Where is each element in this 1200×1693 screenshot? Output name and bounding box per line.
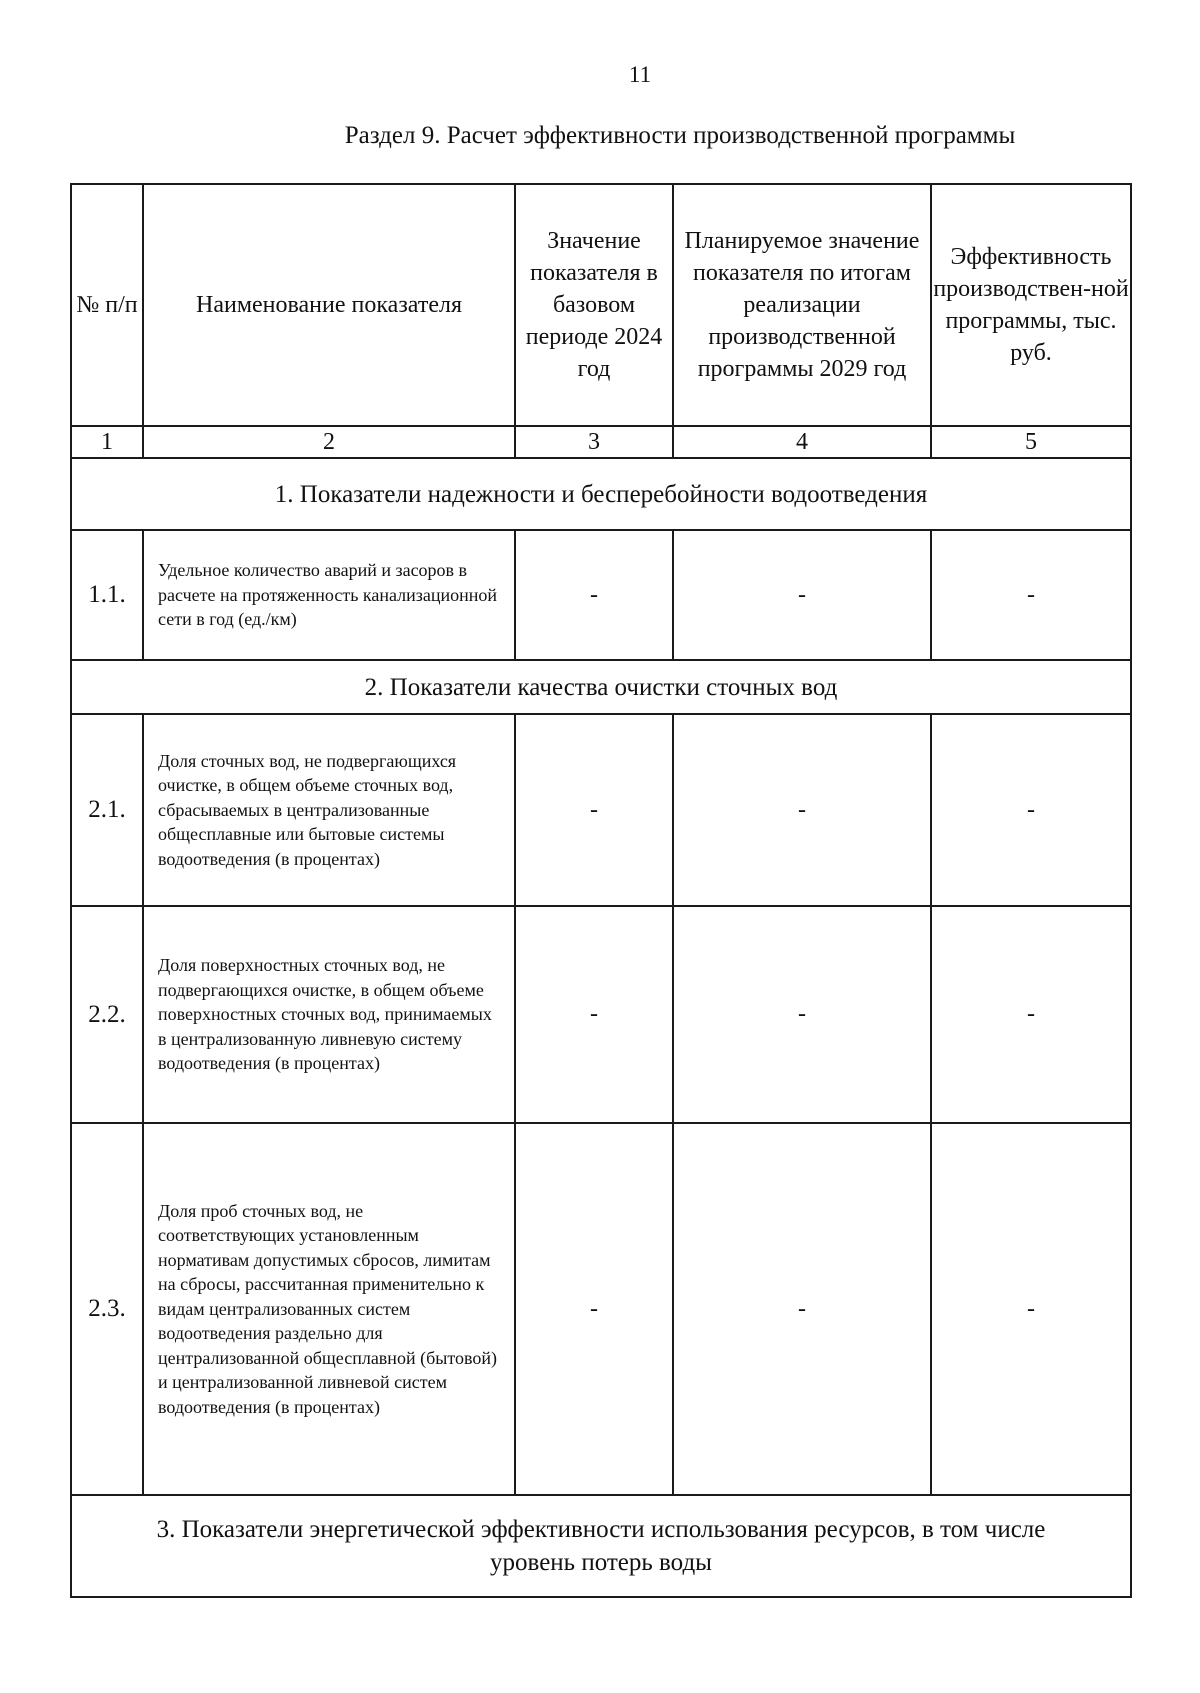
table-row <box>71 530 1131 660</box>
row-number: 2.3. <box>71 1123 143 1495</box>
base-value: - <box>515 714 673 906</box>
page-number: 11 <box>628 62 652 87</box>
efficiency-value: - <box>931 906 1131 1123</box>
efficiency-value: - <box>931 1123 1131 1495</box>
column-number-row <box>71 426 1131 458</box>
section-title: Раздел 9. Расчет эффективности производственной программы <box>344 122 1016 149</box>
table-row <box>71 714 1131 906</box>
section-title-treatment-quality: 2. Показатели качества очистки сточных вод <box>71 660 1131 714</box>
indicator-name: Доля поверхностных сточных вод, не подвергающихся очистке, в общем объеме поверхностных сточных вод, принимаемых в централизованную ливневую систему водоотведения (в процентах) <box>143 906 515 1123</box>
header-indicator-name: Наименование показателя <box>143 184 515 426</box>
section-row <box>71 1495 1131 1597</box>
table-row <box>71 1123 1131 1495</box>
efficiency-value: - <box>931 530 1131 660</box>
column-number: 2 <box>143 426 515 458</box>
section-title-energy-efficiency: 3. Показатели энергетической эффективности использования ресурсов, в том числе уровень потерь воды <box>71 1495 1131 1597</box>
row-number: 1.1. <box>71 530 143 660</box>
efficiency-table <box>70 183 1132 1598</box>
base-value: - <box>515 1123 673 1495</box>
header-base-value: Значение показателя в базовом периоде 2024 год <box>515 184 673 426</box>
base-value: - <box>515 530 673 660</box>
row-number: 2.1. <box>71 714 143 906</box>
header-efficiency: Эффективность производствен-ной программы, тыс. руб. <box>931 184 1131 426</box>
planned-value: - <box>673 906 931 1123</box>
header-number: № п/п <box>71 184 143 426</box>
table-header-row <box>71 184 1131 426</box>
planned-value: - <box>673 1123 931 1495</box>
header-planned-value: Планируемое значение показателя по итогам реализации производственной программы 2029 год <box>673 184 931 426</box>
row-number: 2.2. <box>71 906 143 1123</box>
efficiency-value: - <box>931 714 1131 906</box>
section-row <box>71 660 1131 714</box>
indicator-name: Доля сточных вод, не подвергающихся очистке, в общем объеме сточных вод, сбрасываемых в централизованные общесплавные или бытовые системы водоотведения (в процентах) <box>143 714 515 906</box>
planned-value: - <box>673 530 931 660</box>
column-number: 1 <box>71 426 143 458</box>
indicator-name: Доля проб сточных вод, не соответствующих установленным нормативам допустимых сбросов, лимитам на сбросы, рассчитанная применительно к видам централизованных систем водоотведения раздельно для централизованной общесплавной (бытовой) и централизованной ливневой систем водоотведения (в процентах) <box>143 1123 515 1495</box>
base-value: - <box>515 906 673 1123</box>
column-number: 5 <box>931 426 1131 458</box>
section-row <box>71 458 1131 530</box>
planned-value: - <box>673 714 931 906</box>
indicator-name: Удельное количество аварий и засоров в расчете на протяженность канализационной сети в год (ед./км) <box>143 530 515 660</box>
column-number: 4 <box>673 426 931 458</box>
table-row <box>71 906 1131 1123</box>
column-number: 3 <box>515 426 673 458</box>
section-title-reliability: 1. Показатели надежности и бесперебойности водоотведения <box>71 458 1131 530</box>
